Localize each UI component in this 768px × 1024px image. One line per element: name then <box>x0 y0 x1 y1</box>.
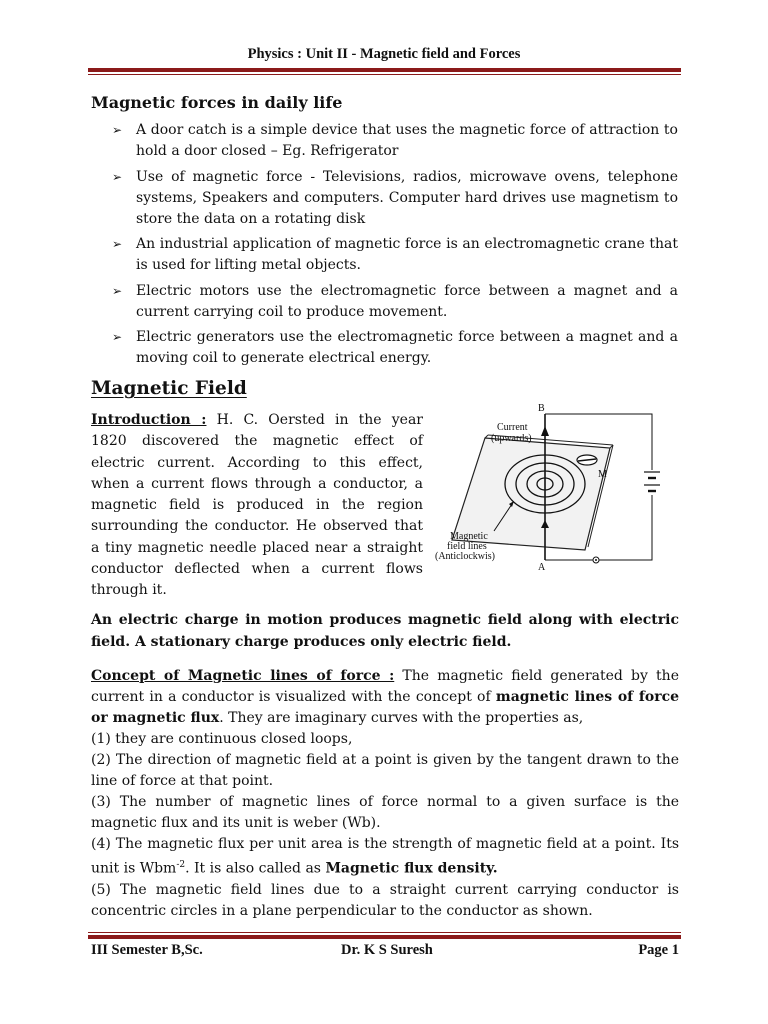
introduction-label: Introduction : <box>91 412 207 428</box>
property-2: (2) The direction of magnetic field at a point is given by the tangent drawn to the line of force at that point. <box>91 752 679 789</box>
arrow-bullet-icon: ➢ <box>112 169 123 184</box>
key-switch-icon <box>593 557 599 563</box>
label-current: Current <box>497 422 528 433</box>
property-3: (3) The number of magnetic lines of force normal to a given surface is the magnetic flux and its unit is weber (Wb). <box>91 794 679 831</box>
label-upwards: (upwards) <box>491 433 532 444</box>
concept-section <box>91 666 679 922</box>
footer-rule-thick <box>88 935 681 939</box>
page-header-title: Physics : Unit II - Magnetic field and Forces <box>247 46 521 62</box>
list-item: ➢ A door catch is a simple device that uses the magnetic force of attraction to hold a door closed – Eg. Refrigerator <box>112 122 678 159</box>
label-a: A <box>538 562 546 573</box>
footer-course: III Semester B,Sc. <box>91 942 203 958</box>
label-anticlockwise: (Anticlockwis) <box>435 551 495 562</box>
footer-author: Dr. K S Suresh <box>341 942 433 958</box>
property-4: (4) The magnetic flux per unit area is the strength of magnetic field at a point. Its unit is Wbm$^{-2}$. It is also called as Magnetic flux density. <box>91 836 679 877</box>
battery-icon <box>644 472 660 491</box>
label-field-lines: field lines <box>447 541 487 552</box>
section-heading-daily-life: Magnetic forces in daily life <box>91 93 343 112</box>
current-arrow-icon <box>541 426 549 436</box>
property-1: (1) they are continuous closed loops, <box>91 731 353 747</box>
arrow-bullet-icon: ➢ <box>112 237 123 251</box>
concept-label: Concept of Magnetic lines of force : <box>91 668 395 684</box>
introduction-paragraph: Introduction : H. C. Oersted in the year 1820 discovered the magnetic effect of electric current. According to this effect, when a current flows through a conductor, a magnetic field is produced in the region surrounding the conductor. He observed that a tiny magnetic needle placed near a straight conductor deflected when a current flows through it. <box>91 412 423 599</box>
footer-page-number: Page 1 <box>638 942 679 958</box>
section-heading-magnetic-field: Magnetic Field <box>91 378 247 399</box>
charge-motion-statement: An electric charge in motion produces magnetic field along with electric field. A stationary charge produces only electric field. <box>91 612 679 650</box>
label-m: M <box>598 469 607 480</box>
header-rule-thick <box>88 68 681 72</box>
list-item: ➢ An industrial application of magnetic force is an electromagnetic crane that is used for lifting metal objects. <box>112 236 678 273</box>
daily-life-list <box>112 120 678 374</box>
arrow-bullet-icon: ➢ <box>112 330 123 344</box>
label-magnetic: Magnetic <box>450 531 488 542</box>
property-5: (5) The magnetic field lines due to a straight current carrying conductor is concentric circles in a plane perpendicular to the conductor as shown. <box>91 881 679 919</box>
header-rule-thin <box>88 74 681 75</box>
list-item: ➢ Use of magnetic force - Televisions, radios, microwave ovens, telephone systems, Speakers and computers. Computer hard drives use magnetism to store the data on a rotating disk <box>112 168 678 227</box>
list-item: ➢ Electric generators use the electromagnetic force between a magnet and a moving coil to generate electrical energy. <box>112 329 678 366</box>
arrow-bullet-icon: ➢ <box>112 283 123 298</box>
footer-rule-thin <box>88 932 681 933</box>
arrow-bullet-icon: ➢ <box>112 123 123 137</box>
list-item: ➢ Electric motors use the electromagnetic force between a magnet and a current carrying coil to produce movement. <box>112 282 678 320</box>
label-b: B <box>538 403 545 414</box>
concept-intro: Concept of Magnetic lines of force : The magnetic field generated by the current in a conductor is visualized with the concept of magnetic lines of force or magnetic flux. They are imaginary curves with the properties as, <box>91 668 680 726</box>
oersted-experiment-figure <box>430 400 680 585</box>
